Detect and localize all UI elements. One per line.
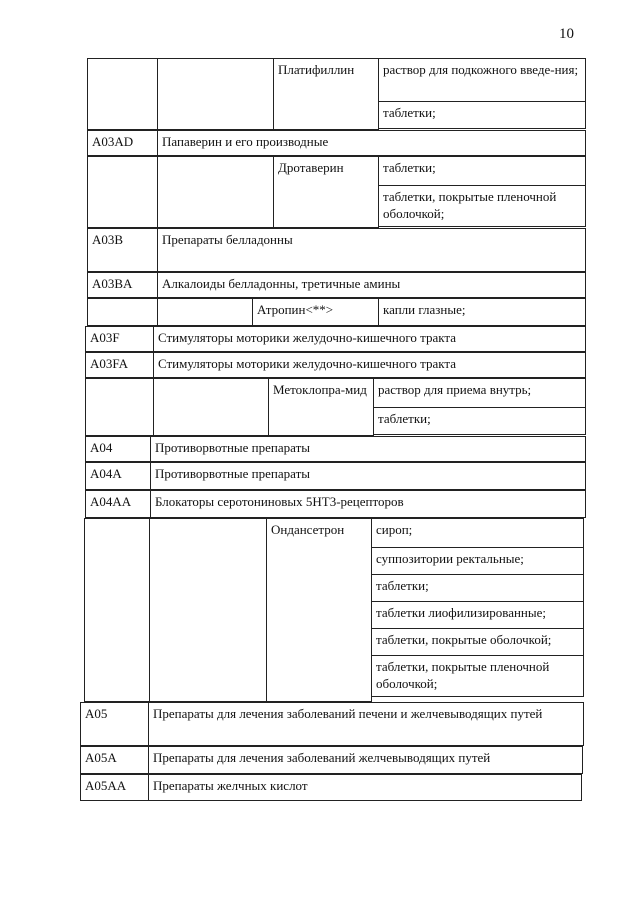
dosage-form-item: таблетки; (378, 101, 586, 129)
dosage-form-item: таблетки; (373, 407, 586, 435)
dosage-form-item: таблетки лиофилизированные; (371, 601, 584, 629)
dosage-forms (378, 156, 586, 227)
group-name-cell: Стимуляторы моторики желудочно-кишечного тракта (153, 352, 586, 378)
empty-name-cell (153, 378, 269, 436)
drug-name-cell: Дротаверин (273, 156, 379, 228)
group-name-cell: Блокаторы серотониновых 5HT3-рецепторов (150, 490, 586, 518)
group-name-cell: Препараты для лечения заболеваний печени и желчевыводящих путей (148, 702, 584, 746)
group-name-cell: Стимуляторы моторики желудочно-кишечного тракта (153, 326, 586, 352)
dosage-form-item: таблетки, покрытые оболочкой; (371, 628, 584, 656)
dosage-form-item: раствор для подкожного введе-ния; (378, 58, 586, 102)
dosage-form-item: раствор для приема внутрь; (373, 378, 586, 408)
group-name-cell: Препараты для лечения заболеваний желчевыводящих путей (148, 746, 583, 774)
dosage-form-item: таблетки; (378, 156, 586, 186)
atc-code-cell: A03B (87, 228, 158, 272)
dosage-form-item: таблетки, покрытые пленочной оболочкой; (378, 185, 586, 227)
drug-name-cell: Атропин<**> (252, 298, 379, 326)
dosage-forms (371, 518, 584, 697)
drug-name-cell: Метоклопра-мид (268, 378, 374, 436)
atc-code-cell: A04AA (85, 490, 151, 518)
group-name-cell: Противорвотные препараты (150, 436, 586, 462)
dosage-form-item: суппозитории ректальные; (371, 547, 584, 575)
atc-code-cell: A03BA (87, 272, 158, 298)
atc-code-cell (87, 156, 158, 228)
group-name-cell: Препараты белладонны (157, 228, 586, 272)
atc-code-cell (87, 298, 158, 326)
atc-code-cell: A05A (80, 746, 149, 774)
dosage-forms (378, 298, 586, 326)
drug-name-cell: Ондансетрон (266, 518, 372, 702)
atc-code-cell: A03AD (87, 130, 158, 156)
empty-name-cell (157, 156, 274, 228)
page-number: 10 (559, 26, 574, 42)
atc-code-cell: A04A (85, 462, 151, 490)
atc-code-cell (87, 58, 158, 130)
dosage-forms (378, 58, 586, 129)
atc-code-cell: A05 (80, 702, 149, 746)
dosage-form-item: таблетки; (371, 574, 584, 602)
atc-code-cell: A03F (85, 326, 154, 352)
atc-code-cell: A05AA (80, 774, 149, 801)
atc-code-cell: A04 (85, 436, 151, 462)
group-name-cell: Противорвотные препараты (150, 462, 586, 490)
group-name-cell: Папаверин и его производные (157, 130, 586, 156)
atc-code-cell (85, 378, 154, 436)
empty-name-cell (157, 298, 253, 326)
empty-name-cell (149, 518, 267, 702)
group-name-cell: Препараты желчных кислот (148, 774, 582, 801)
atc-code-cell: A03FA (85, 352, 154, 378)
empty-name-cell (157, 58, 274, 130)
dosage-forms (373, 378, 586, 435)
dosage-form-item: сироп; (371, 518, 584, 548)
drug-name-cell: Платифиллин (273, 58, 379, 130)
group-name-cell: Алкалоиды белладонны, третичные амины (157, 272, 586, 298)
dosage-form-item: таблетки, покрытые пленочной оболочкой; (371, 655, 584, 697)
atc-code-cell (84, 518, 150, 702)
dosage-form-item: капли глазные; (378, 298, 586, 326)
